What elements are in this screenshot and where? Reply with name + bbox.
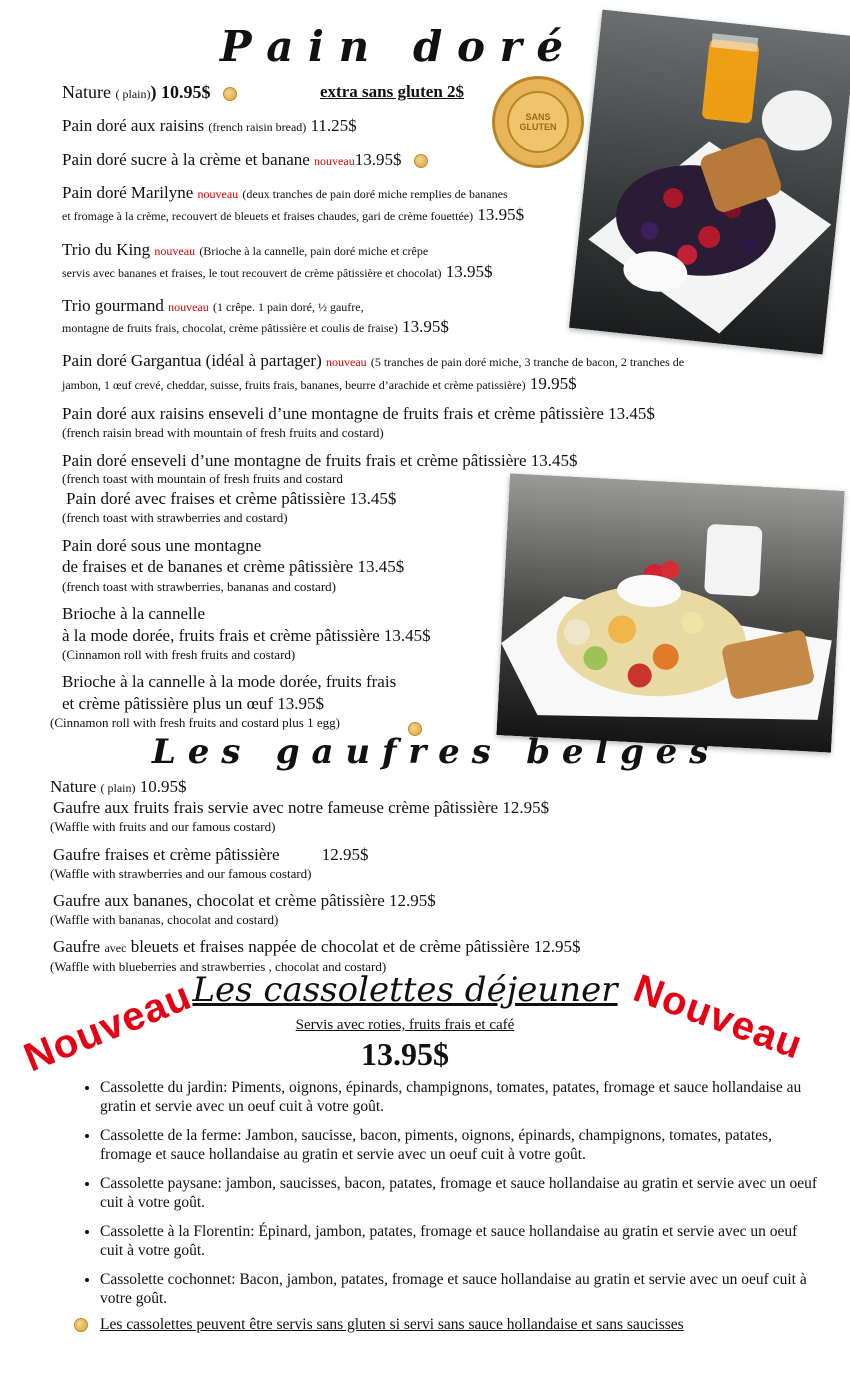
menu-item-enseveli: Pain doré enseveli d’une montagne de fruits frais et crème pâtissière 13.45$ (62, 451, 578, 470)
menu-item-gargantua-desc (62, 374, 577, 395)
french-toast-fruits-photo (496, 473, 844, 752)
waffle-item-fruits: Gaufre aux fruits frais servie avec notre fameuse crème pâtissière 12.95$ (53, 798, 550, 817)
item-price: 13.95$ (445, 262, 493, 281)
item-price: ) 10.95$ (150, 82, 211, 102)
item-desc: et fromage à la crème, recouvert de bleuets et fraises chaudes, gari de crème fouettée) (62, 209, 474, 223)
item-price: 12.95$ (321, 845, 369, 864)
gluten-free-stamp (492, 76, 584, 168)
list-item: • Cassolette à la Florentin: Épinard, jambon, patates, fromage et sauce hollandaise au gratin et servie avec un oeuf cuit à votre goût. (100, 1222, 820, 1260)
nouveau-tag: nouveau (314, 154, 355, 168)
menu-item-brioche-eng: (Cinnamon roll with fresh fruits and costard) (62, 647, 296, 662)
waffle-item-bananes-eng: (Waffle with bananas, chocolat and costard) (50, 912, 279, 927)
menu-item-brioche-1: Brioche à la cannelle (62, 604, 206, 623)
list-item: • Cassolette de la ferme: Jambon, saucisse, bacon, piments, oignons, épinards, champignons, tomates, patates, fromage et sauce hollandaise au gratin et servie avec un oeuf cuit à votre goût. (100, 1126, 820, 1164)
menu-item-marilyne-desc (62, 205, 524, 226)
menu-item-brioche-oeuf-2: et crème pâtissière plus un œuf 13.95$ (62, 694, 325, 713)
menu-item-brioche-oeuf-1: Brioche à la cannelle à la mode dorée, fruits frais (62, 672, 397, 691)
item-avec: avec (104, 941, 127, 955)
item-price: 11.25$ (310, 116, 357, 135)
cassolettes-list (60, 1078, 820, 1318)
menu-item-enseveli-eng: (french toast with mountain of fresh fruits and costard (62, 471, 343, 486)
list-item: • Cassolette cochonnet: Bacon, jambon, patates, fromage et sauce hollandaise au gratin et servie avec un oeuf cuit à votre goût. (100, 1270, 820, 1308)
item-name: Pain doré aux raisins (62, 116, 205, 135)
waffle-item-bleuets (53, 937, 581, 958)
nouveau-badge-right: Nouveau (627, 966, 809, 1068)
item-desc: (5 tranches de pain doré miche, 3 tranche de bacon, 2 tranches de (370, 355, 685, 369)
waffle-item-bleuets-eng: (Waffle with blueberries and strawberries , chocolat and costard) (50, 959, 387, 974)
menu-item-gargantua (62, 351, 684, 372)
item-desc: jambon, 1 œuf crevé, cheddar, suisse, fruits frais, bananes, beurre d’arachide et crème patissière) (62, 378, 526, 392)
item-name: Nature (62, 82, 111, 102)
item-price: 13.95$ (354, 150, 402, 169)
list-item: • Cassolette paysane: jambon, saucisses, bacon, patates, fromage et sauce hollandaise au gratin et servie avec un oeuf cuit à votre goût. (100, 1174, 820, 1212)
item-eng: ( plain) (100, 781, 136, 795)
item-desc: (deux tranches de pain doré miche remplies de bananes (242, 187, 508, 201)
item-price: 19.95$ (529, 374, 577, 393)
menu-item-montagne-bananes-1: Pain doré sous une montagne (62, 536, 262, 555)
item-name: Nature (50, 777, 97, 796)
menu-item-raisins-montagne: Pain doré aux raisins enseveli d’une montagne de fruits frais et crème pâtissière 13.45$ (62, 404, 655, 423)
item-rest: bleuets et fraises nappée de chocolat et de crème pâtissière 12.95$ (130, 937, 581, 956)
menu-item-fraises: Pain doré avec fraises et crème pâtissière 13.45$ (66, 489, 397, 508)
waffle-item-fraises (53, 845, 369, 865)
waffle-item-bananes: Gaufre aux bananes, chocolat et crème pâtissière 12.95$ (53, 891, 436, 910)
menu-item-nature (62, 82, 237, 104)
nouveau-badge-left: Nouveau (17, 973, 198, 1081)
menu-item-fraises-eng: (french toast with strawberries and costard) (62, 510, 288, 525)
page-title: P a i n d o r é (220, 22, 564, 71)
item-name: Pain doré Gargantua (idéal à partager) (62, 351, 322, 370)
nouveau-tag: nouveau (326, 355, 367, 369)
cassolettes-subtitle: Servis avec roties, fruits frais et café (295, 1017, 515, 1033)
item-name: Gaufre fraises et crème pâtissière (53, 845, 280, 864)
gluten-extra-note: extra sans gluten 2$ (320, 82, 465, 101)
item-name: Trio du King (62, 240, 151, 259)
menu-item-sucre (62, 150, 428, 171)
item-name: Pain doré sucre à la crème et banane (62, 150, 310, 169)
gluten-free-note: Les cassolettes peuvent être servis sans gluten si servi sans sauce hollandaise et sans saucisses (100, 1316, 684, 1333)
menu-item-trio-king (62, 240, 428, 261)
menu-item-brioche-2: à la mode dorée, fruits frais et crème pâtissière 13.45$ (62, 626, 431, 645)
item-desc: (1 crêpe. 1 pain doré, ½ gaufre, (213, 300, 364, 314)
item-name: Gaufre (53, 937, 101, 956)
waffle-item-nature (50, 777, 187, 798)
menu-item-trio-gourmand-desc (62, 317, 449, 338)
item-desc: (Brioche à la cannelle, pain doré miche et crêpe (199, 244, 429, 258)
gluten-free-icon (74, 1318, 88, 1332)
nouveau-tag: nouveau (197, 187, 239, 201)
menu-item-montagne-bananes-2: de fraises et de bananes et crème pâtissière 13.45$ (62, 557, 405, 576)
waffle-item-fruits-eng: (Waffle with fruits and our famous costard) (50, 819, 276, 834)
menu-item-raisins (62, 116, 357, 137)
item-name: Trio gourmand (62, 296, 164, 315)
list-item: • Cassolette du jardin: Piments, oignons, épinards, champignons, tomates, patates, fromage et sauce hollandaise au gratin et servie avec un oeuf cuit à votre goût. (100, 1078, 820, 1116)
french-toast-berries-photo (569, 10, 850, 355)
item-price: 10.95$ (139, 777, 187, 796)
item-name: Pain doré Marilyne (62, 183, 194, 202)
nouveau-tag: nouveau (168, 300, 209, 314)
item-desc: montagne de fruits frais, chocolat, crème pâtissière et coulis de fraise) (62, 321, 398, 335)
gluten-free-stamp-label: SANS GLUTEN (507, 91, 569, 153)
item-price: 13.95$ (477, 205, 525, 224)
gluten-free-icon (414, 154, 428, 168)
item-eng: ( plain) (115, 87, 151, 101)
menu-item-trio-gourmand (62, 296, 364, 317)
waffles-title: L e s g a u f r e s b e l g e s (152, 732, 709, 772)
item-price: 13.95$ (402, 317, 449, 336)
waffle-item-fraises-eng: (Waffle with strawberries and our famous costard) (50, 866, 312, 881)
cassolettes-price: 13.95$ (361, 1036, 449, 1072)
item-desc: servis avec bananes et fraises, le tout recouvert de crème pâtissière et chocolat) (62, 266, 442, 280)
menu-item-montagne-bananes-eng: (french toast with strawberries, bananas and costard) (62, 579, 336, 594)
item-eng: (french raisin bread) (208, 120, 307, 134)
gluten-free-icon (223, 87, 237, 101)
menu-item-marilyne (62, 183, 508, 204)
cassolettes-title: Les cassolettes déjeuner (192, 970, 618, 1010)
menu-item-raisins-montagne-eng: (french raisin bread with mountain of fresh fruits and costard) (62, 425, 384, 440)
menu-item-trio-king-desc (62, 262, 493, 283)
menu-item-brioche-oeuf-eng: (Cinnamon roll with fresh fruits and costard plus 1 egg) (50, 715, 340, 730)
nouveau-tag: nouveau (154, 244, 196, 258)
